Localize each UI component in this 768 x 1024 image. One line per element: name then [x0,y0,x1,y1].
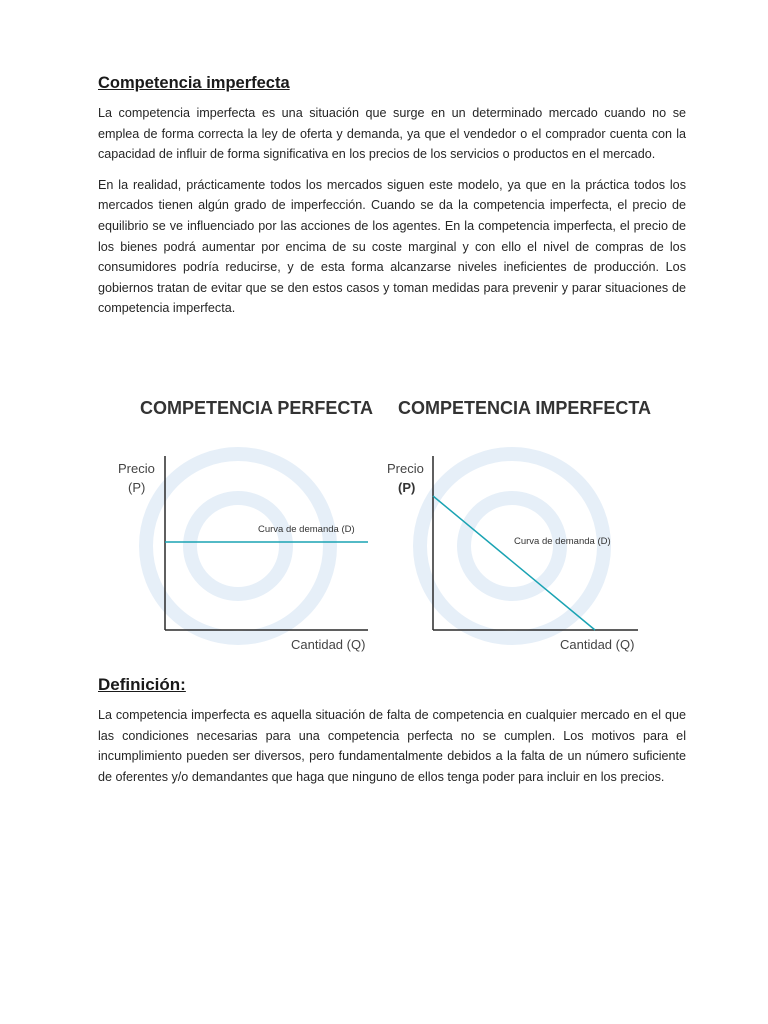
demand-curve-label: Curva de demanda (D) [514,536,611,547]
competition-diagrams [98,388,678,662]
section-title: Competencia imperfecta [98,74,290,92]
intro-paragraph-2: En la realidad, prácticamente todos los mercados siguen este modelo, ya que en la práctica todos los mercados tienen algún grado de imperfección. Cuando se da la competencia imperfecta, el precio de equilibrio se ve influenciado por las acciones de los agentes. En la competencia imperfecta, el precio de los bienes podrá aumentar por encima de su coste marginal y con ello el nivel de compras de los consumidores podría reducirse, y de esta forma alcanzarse niveles ineficientes de producción. Los gobiernos tratan de evitar que se den estos casos y toman medidas para prevenir y parar situaciones de competencia imperfecta. [98,177,686,316]
competition-figure [98,388,678,662]
x-axis-label: Cantidad (Q) [560,637,635,652]
demand-curve-label: Curva de demanda (D) [258,524,355,535]
y-axis-label-price: Precio [387,461,424,476]
definition-paragraph: La competencia imperfecta es aquella situación de falta de competencia en cualquier mercado en el que las condiciones necesarias para una competencia perfecta no se cumplen. Los motivos para el incumplimiento pueden ser diversos, pero fundamentalmente debidos a la falta de un número suficiente de oferentes y/o demandantes que haga que ninguno de ellos tenga poder para incluir en los precios. [98,708,686,784]
y-axis-label-p: (P) [128,480,146,495]
demand-curve [433,496,595,630]
definition-section [98,675,686,787]
intro-section [98,74,686,319]
y-axis-label-price: Precio [118,461,155,476]
y-axis-label-p: (P) [398,480,416,495]
chart-title-perfect: COMPETENCIA PERFECTA [140,398,374,418]
definition-title: Definición: [98,675,186,694]
watermark-logo-left [146,454,330,638]
chart-title-imperfect: COMPETENCIA IMPERFECTA [398,398,652,418]
intro-paragraph-1: La competencia imperfecta es una situación que surge en un determinado mercado cuando no se emplea de forma correcta la ley de oferta y demanda, ya que el vendedor o el comprador cuenta con la capacidad de influir de forma significativa en los precios de los servicios o productos en el mercado. [98,106,686,162]
x-axis-label: Cantidad (Q) [291,637,366,652]
